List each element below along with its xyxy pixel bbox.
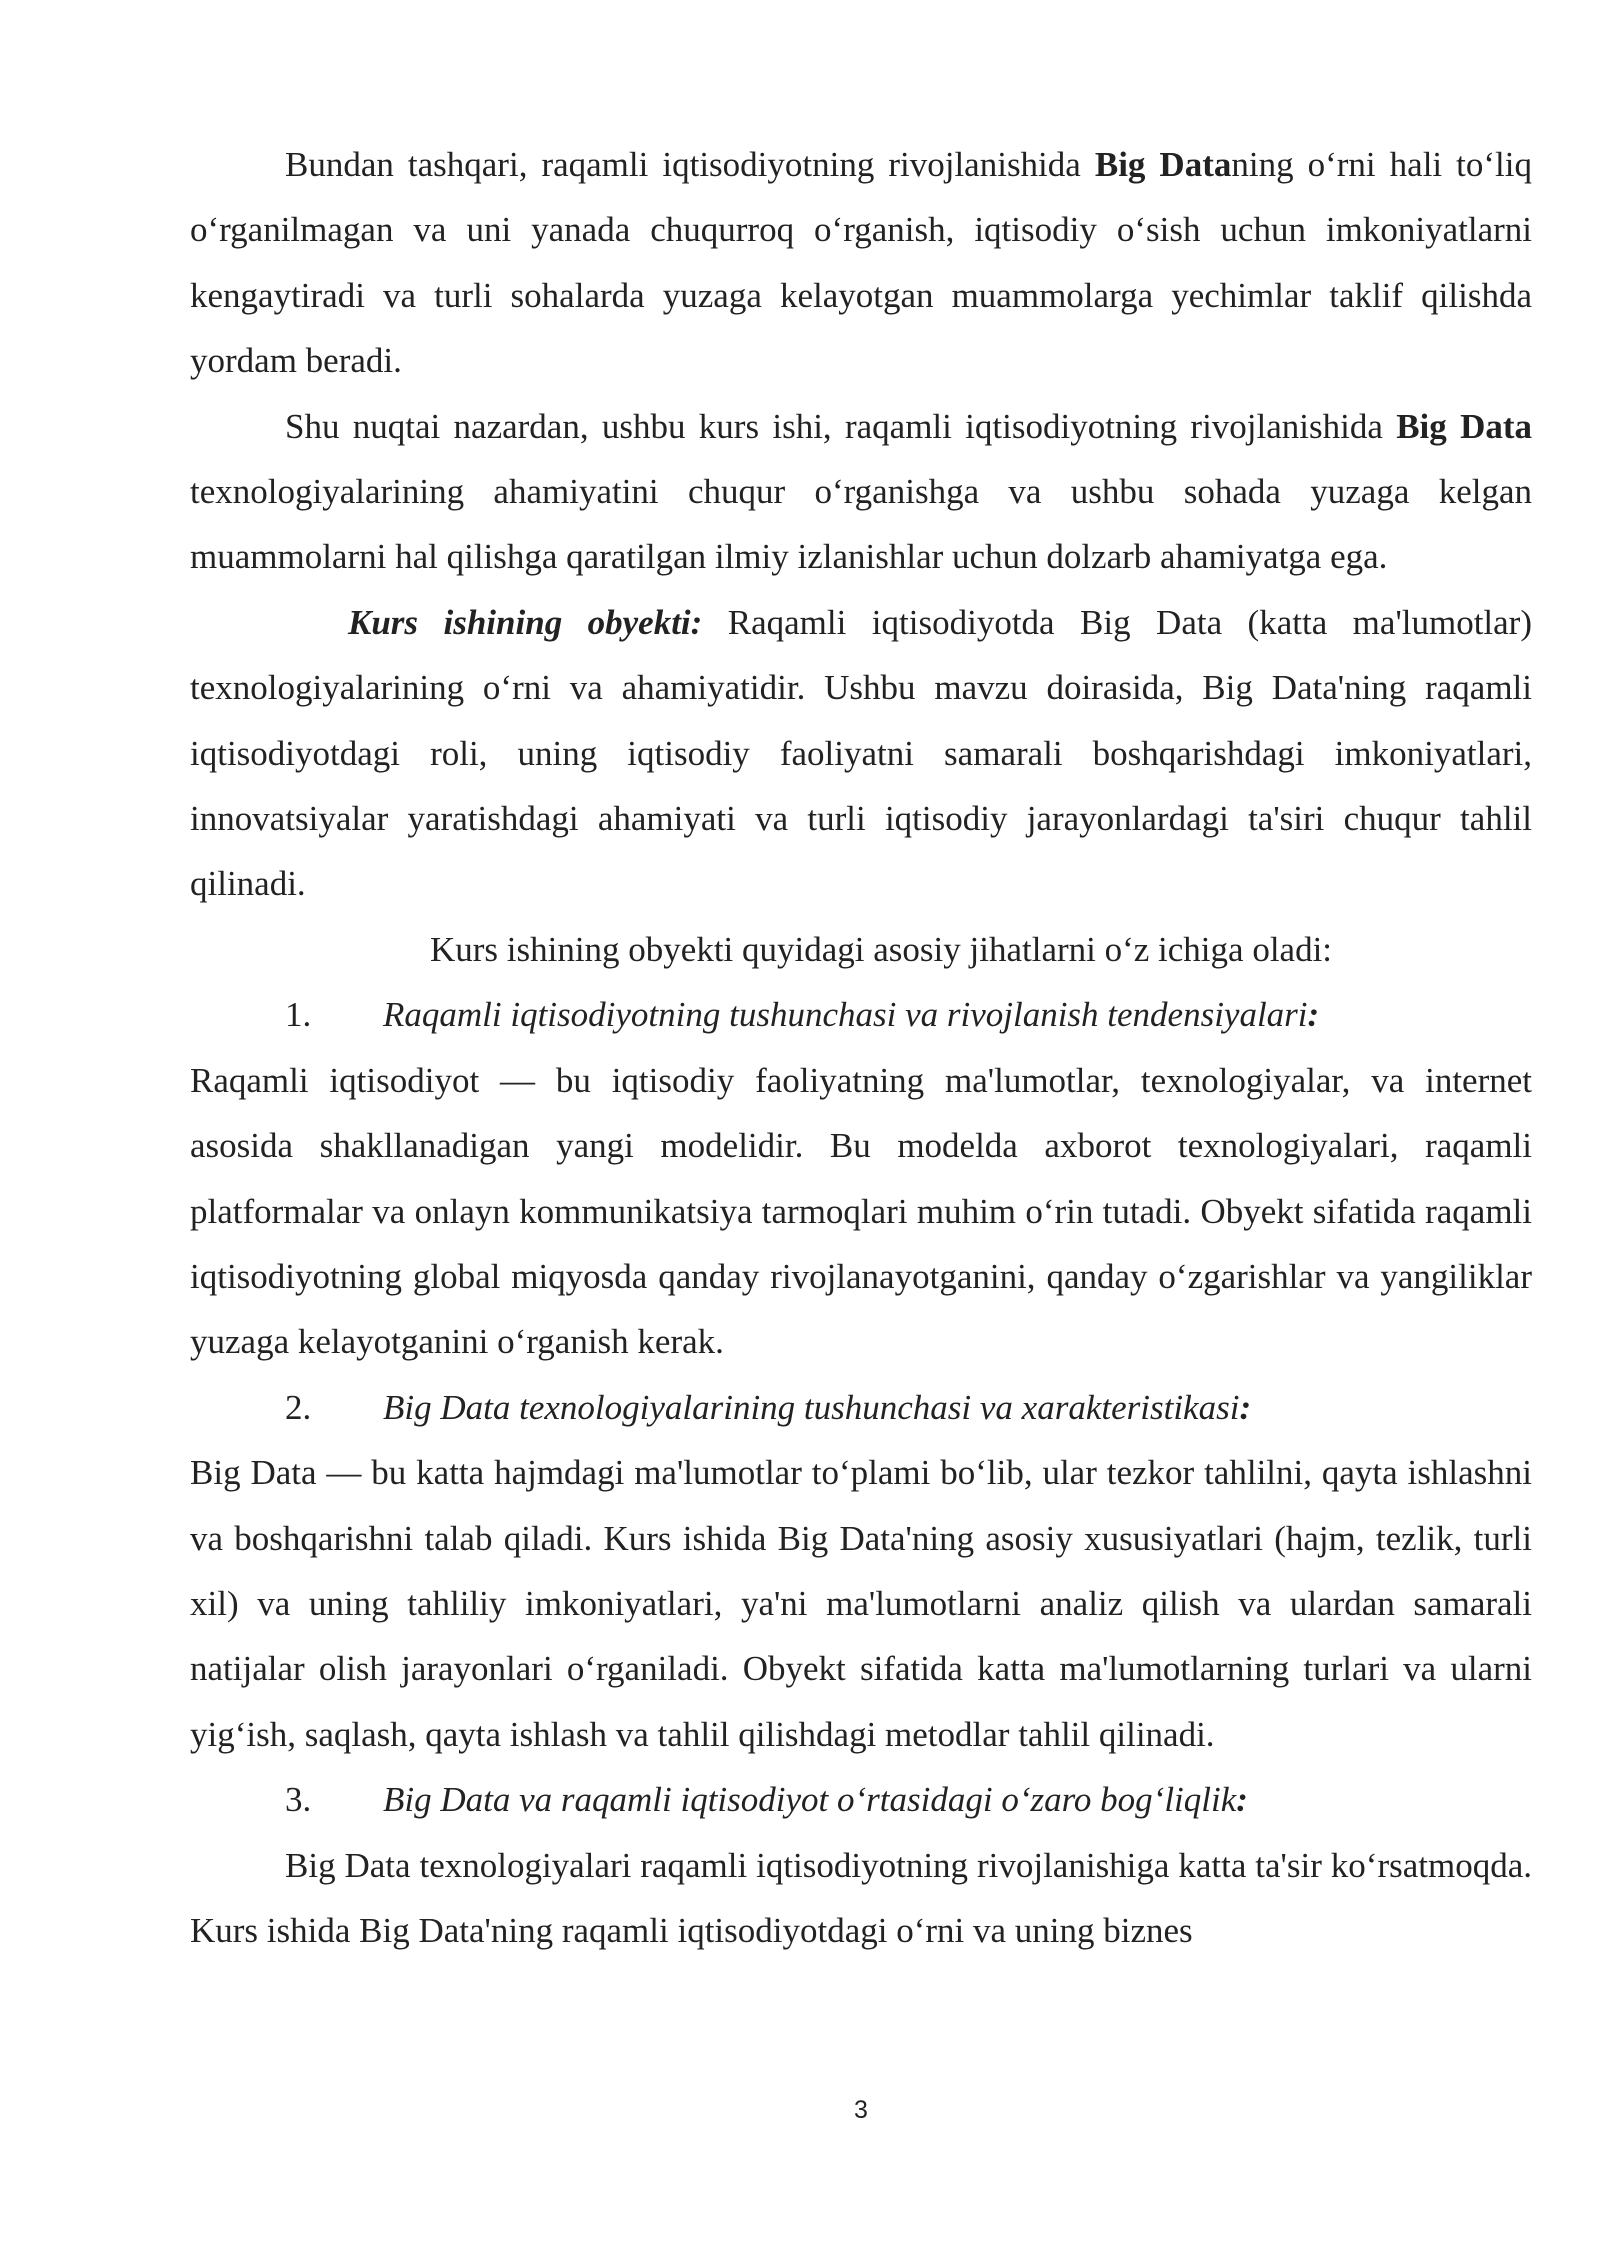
list-item-body: Big Data — bu katta hajmdagi ma'lumotlar toʻplami boʻlib, ular tezkor tahlilni, qayta ishlashni va boshqarishni talab qiladi. Kurs ishida Big Data'ning asosiy xususiyatlari (hajm, tezlik, turli xil) va uning tahliliy imkoniyatlari, ya'ni ma'lumotlarni analiz qilish va ulardan samarali natijalar olish jarayonlari oʻrganiladi. Obyekt sifatida katta ma'lumotlarning turlari va ularni yigʻish, saqlash, qayta ishlash va tahlil qilishdagi metodlar tahlil qilinadi.	[190, 1453, 1532, 1754]
section-label: Kurs ishining obyekti:	[348, 602, 703, 642]
paragraph-text: ning oʻrni hali toʻliq oʻrganilmagan va uni yanada chuqurroq oʻrganish, iqtisodiy oʻsish uchun imkoniyatlarni kengaytiradi va turli sohalarda yuzaga kelayotgan muammolarga yechimlar taklif qilishda yordam beradi.	[190, 145, 1532, 381]
paragraph-text: Shu nuqtai nazardan, ushbu kurs ishi, raqamli iqtisodiyotning rivojlanishida	[285, 406, 1397, 446]
paragraph-object	[190, 590, 1532, 917]
list-title: Big Data texnologiyalarining tushunchasi va xarakteristikasi	[383, 1387, 1240, 1427]
document-page	[190, 132, 1532, 1963]
paragraph-text: Raqamli iqtisodiyotda Big Data (katta ma'lumotlar) texnologiyalarining oʻrni va ahamiyatidir. Ushbu mavzu doirasida, Big Data'ning raqamli iqtisodiyotdagi roli, uning iqtisodiy faoliyatni samarali boshqarishdagi imkoniyatlari, innovatsiyalar yaratishdagi ahamiyati va turli iqtisodiy jarayonlardagi ta'siri chuqur tahlil qilinadi.	[190, 602, 1532, 904]
page-number: 3	[854, 2096, 868, 2124]
list-number: 1.	[285, 995, 312, 1035]
list-colon: :	[1307, 995, 1320, 1035]
bold-term: Big Data	[1094, 145, 1232, 184]
bold-term: Big Data	[1396, 406, 1532, 446]
list-colon: :	[1236, 1780, 1248, 1820]
list-title: Raqamli iqtisodiyotning tushunchasi va rivojlanish tendensiyalari	[383, 995, 1308, 1035]
list-item-heading	[190, 1375, 1532, 1440]
paragraph-intro	[190, 132, 1532, 394]
list-item-body: Raqamli iqtisodiyot — bu iqtisodiy faoliyatning ma'lumotlar, texnologiyalar, va internet asosida shakllanadigan yangi modelidir. Bu modelda axborot texnologiyalari, raqamli platformalar va onlayn kommunikatsiya tarmoqlari muhim oʻrin tutadi. Obyekt sifatida raqamli iqtisodiyotning global miqyosda qanday rivojlanayotganini, qanday oʻzgarishlar va yangiliklar yuzaga kelayotganini oʻrganish kerak.	[190, 1060, 1532, 1362]
paragraph-text: Bundan tashqari, raqamli iqtisodiyotning rivojlanishida	[285, 145, 1095, 184]
paragraph-relevance	[190, 394, 1532, 590]
list-item-body: Big Data texnologiyalari raqamli iqtisodiyotning rivojlanishiga katta ta'sir koʻrsatmoqda. Kurs ishida Big Data'ning raqamli iqtisodiyotdagi oʻrni va uning biznes	[190, 1845, 1532, 1950]
paragraph-text: texnologiyalarining ahamiyatini chuqur oʻrganishga va ushbu sohada yuzaga kelgan muammolarni hal qilishga qaratilgan ilmiy izlanishlar uchun dolzarb ahamiyatga ega.	[190, 472, 1532, 577]
list-title: Big Data va raqamli iqtisodiyot oʻrtasidagi oʻzaro bogʻliqlik	[383, 1780, 1237, 1820]
list-item-heading	[190, 982, 1532, 1047]
list-number: 3.	[285, 1780, 312, 1820]
list-number: 2.	[285, 1387, 312, 1427]
paragraph-lead-in: Kurs ishining obyekti quyidagi asosiy jihatlarni oʻz ichiga oladi:	[429, 929, 1333, 969]
list-colon: :	[1239, 1387, 1252, 1427]
list-item-heading	[190, 1767, 1532, 1832]
